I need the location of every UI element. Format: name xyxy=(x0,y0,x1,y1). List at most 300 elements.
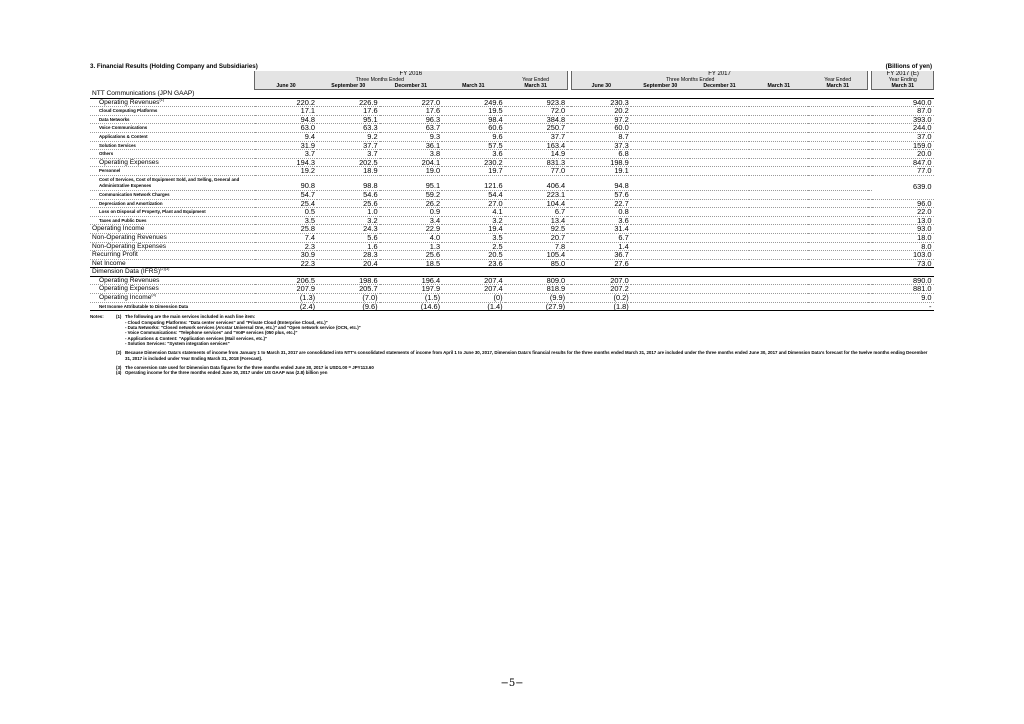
fy2017-cell xyxy=(631,208,690,217)
fy2016-cell: 57.5 xyxy=(442,141,505,150)
fy2016-cell: (1.3) xyxy=(255,294,318,303)
period-header: September 30 xyxy=(631,83,690,90)
fy2016-cell: 121.6 xyxy=(442,175,505,190)
fy2016-cell: 7.8 xyxy=(505,242,568,251)
row-label-text: Others xyxy=(99,151,114,157)
row-label xyxy=(90,285,255,294)
table-row xyxy=(90,107,934,116)
fy2017-cell xyxy=(690,175,749,190)
fy2017e-cell: 87.0 xyxy=(872,107,934,116)
fy2017-cell: 6.7 xyxy=(571,233,630,242)
fy2017-cell xyxy=(808,124,867,133)
fy2017-cell xyxy=(690,285,749,294)
table-row xyxy=(90,115,934,124)
fy2016-cell xyxy=(317,90,380,99)
table-row xyxy=(90,259,934,268)
fy2016-cell: 19.5 xyxy=(442,107,505,116)
fy2016-cell: 20.7 xyxy=(505,233,568,242)
fy2016-cell: 197.9 xyxy=(380,285,443,294)
fy2016-cell: 196.4 xyxy=(380,276,443,285)
fy2016-cell: 1.0 xyxy=(317,208,380,217)
fy2016-cell: (0) xyxy=(442,294,505,303)
fy2017-cell xyxy=(631,98,690,107)
fy2017-cell xyxy=(690,107,749,116)
fy2017-cell: 8.7 xyxy=(571,132,630,141)
period-header: December 31 xyxy=(690,83,749,90)
fy2017-cell xyxy=(631,276,690,285)
fy2016-cell: 9.4 xyxy=(255,132,318,141)
fy2017e-cell: 940.0 xyxy=(872,98,934,107)
fy2016-cell: 163.4 xyxy=(505,141,568,150)
row-label xyxy=(90,199,255,208)
fy2016-cell: 19.2 xyxy=(255,167,318,176)
period-header: March 31 xyxy=(442,83,505,90)
fy2016-cell: 85.0 xyxy=(505,259,568,268)
row-label-text: Non-Operating Revenues xyxy=(92,233,167,241)
fy2017-cell xyxy=(631,285,690,294)
table-row xyxy=(90,276,934,285)
fy2016-cell: 27.0 xyxy=(442,199,505,208)
fy2017-cell xyxy=(749,132,808,141)
fy2016-cell: 2.5 xyxy=(442,242,505,251)
fy2017e-cell: 73.0 xyxy=(872,259,934,268)
fy2016-cell: 198.6 xyxy=(317,276,380,285)
fy2017-cell xyxy=(631,242,690,251)
row-label xyxy=(90,225,255,234)
fy2016-cell: 92.5 xyxy=(505,225,568,234)
fy2017-cell xyxy=(631,302,690,311)
row-label-text: Operating Income xyxy=(92,225,145,233)
fy2016-cell: (27.9) xyxy=(505,302,568,311)
fy2017-cell xyxy=(631,268,690,277)
row-label-text: Operating Expenses xyxy=(99,285,159,293)
fy2017-cell xyxy=(808,150,867,159)
fy2016-cell: 22.9 xyxy=(380,225,443,234)
fy2017-cell: 0.8 xyxy=(571,208,630,217)
financial-table xyxy=(90,71,934,311)
fy2017-cell xyxy=(808,302,867,311)
fy2016-cell: 94.8 xyxy=(255,115,318,124)
fy2017-cell: (0.2) xyxy=(571,294,630,303)
fy2016-cell: 104.4 xyxy=(505,199,568,208)
fy2016-cell: 7.4 xyxy=(255,233,318,242)
fy2016-cell xyxy=(380,268,443,277)
row-label-text: Operating Revenues xyxy=(99,98,160,106)
table-row xyxy=(90,294,934,303)
row-label-text: NTT Communications (JPN GAAP) xyxy=(92,89,195,97)
fy2016-cell: 249.6 xyxy=(442,98,505,107)
unit-label: (Billions of yen) xyxy=(885,63,932,70)
fy2017-cell xyxy=(631,216,690,225)
page-number: −5− xyxy=(500,678,524,689)
fy2016-cell: 809.0 xyxy=(505,276,568,285)
fy2017e-cell xyxy=(872,90,934,99)
fy2017-cell xyxy=(749,115,808,124)
row-label-text: Communication Network Charges xyxy=(99,191,170,197)
fy2017-cell xyxy=(808,208,867,217)
fy2016-cell: 18.9 xyxy=(317,167,380,176)
fy2017-cell: 60.0 xyxy=(571,124,630,133)
period-header: March 31 xyxy=(505,83,568,90)
fy2016-cell: 19.4 xyxy=(442,225,505,234)
row-label-text: Depreciation and Amortization xyxy=(99,200,163,206)
table-row xyxy=(90,242,934,251)
table-row xyxy=(90,132,934,141)
row-label xyxy=(90,268,255,277)
fy2017-cell xyxy=(808,90,867,99)
fy2017-cell xyxy=(690,302,749,311)
fy2016-cell: 3.8 xyxy=(380,150,443,159)
fy2017e-cell: 20.0 xyxy=(872,150,934,159)
fy2017-cell xyxy=(690,294,749,303)
fy2017-cell xyxy=(631,115,690,124)
row-label xyxy=(90,233,255,242)
notes xyxy=(90,314,934,375)
fy2016-cell: 63.3 xyxy=(317,124,380,133)
fy2016-cell: 90.8 xyxy=(255,175,318,190)
table-row xyxy=(90,124,934,133)
fy2017-cell: 6.8 xyxy=(571,150,630,159)
note-bullet: - Applications & Content: "Application services (Mail services, etc.)" xyxy=(125,335,268,341)
fy2017-cell xyxy=(749,124,808,133)
fy2017-three-months-header: Three Months Ended xyxy=(571,77,808,83)
fy2016-cell: 204.1 xyxy=(380,158,443,167)
fy2016-cell: (1.5) xyxy=(380,294,443,303)
fy2017-cell xyxy=(631,259,690,268)
table-row xyxy=(90,302,934,311)
fy2017-cell xyxy=(690,259,749,268)
fy2016-cell: 105.4 xyxy=(505,251,568,260)
fy2016-cell: 3.7 xyxy=(255,150,318,159)
note-bullet: - Data Networks: "Closed network services (Arcstar Universal One, etc.)" and "Open network service (OCN, etc.)" xyxy=(125,325,361,331)
fy2017-cell xyxy=(749,225,808,234)
fy2016-cell: 59.2 xyxy=(380,190,443,199)
fy2017-cell xyxy=(631,251,690,260)
period-header: June 30 xyxy=(255,83,318,90)
fy2016-cell: 0.9 xyxy=(380,208,443,217)
fy2017-cell xyxy=(749,302,808,311)
fy2017-cell xyxy=(631,132,690,141)
row-label xyxy=(90,294,255,303)
note-text: Operating income for the three months ended June 30, 2017 under US GAAP was (2.8) billion yen xyxy=(125,369,328,375)
row-label-text: Operating Expenses xyxy=(99,158,159,166)
fy2016-cell: 1.6 xyxy=(317,242,380,251)
fy2016-cell: 25.6 xyxy=(380,251,443,260)
table-row xyxy=(90,208,934,217)
row-label-text: Net Income Attributable to Dimension Data xyxy=(99,303,189,309)
fy2016-cell: 17.6 xyxy=(317,107,380,116)
table-row xyxy=(90,158,934,167)
row-label xyxy=(90,107,255,116)
fy2017e-cell: 847.0 xyxy=(872,158,934,167)
fy2016-cell: 5.6 xyxy=(317,233,380,242)
fy2016-cell: 3.5 xyxy=(442,233,505,242)
row-label xyxy=(90,124,255,133)
fy2017-cell xyxy=(749,199,808,208)
fy2017-cell xyxy=(690,90,749,99)
fy2016-cell: 3.7 xyxy=(317,150,380,159)
note-number: (3) xyxy=(116,364,122,370)
row-label xyxy=(90,98,255,107)
fy2017-cell xyxy=(808,132,867,141)
fy2016-cell: 23.6 xyxy=(442,259,505,268)
fy2017e-cell: 639.0 xyxy=(872,175,934,199)
fy2016-cell: 818.9 xyxy=(505,285,568,294)
fy2017-cell xyxy=(631,141,690,150)
fy2017-cell xyxy=(749,167,808,176)
fy2017-cell xyxy=(808,190,867,199)
row-label-text: Loss on Disposal of Property, Plant and Equipment xyxy=(99,209,206,215)
fy2017-cell xyxy=(749,158,808,167)
fy2017-cell: 207.2 xyxy=(571,285,630,294)
period-header: March 31 xyxy=(872,83,934,90)
fy2016-cell: 13.4 xyxy=(505,216,568,225)
fy2017-cell xyxy=(631,150,690,159)
fy2017e-cell: 96.0 xyxy=(872,199,934,208)
fy2017-cell xyxy=(690,268,749,277)
row-label-text: Taxes and Public Dues xyxy=(99,217,147,223)
fy2017-cell xyxy=(690,199,749,208)
fy2017-cell xyxy=(749,285,808,294)
fy2016-cell: 20.4 xyxy=(317,259,380,268)
row-label xyxy=(90,190,255,199)
fy2017e-cell: 18.0 xyxy=(872,233,934,242)
fy2017-cell: 97.2 xyxy=(571,115,630,124)
fy2017-cell xyxy=(808,285,867,294)
fy2016-cell: 25.4 xyxy=(255,199,318,208)
fy2016-cell xyxy=(442,90,505,99)
fy2016-cell: 19.7 xyxy=(442,167,505,176)
table-row xyxy=(90,251,934,260)
sheet-header xyxy=(90,63,934,71)
fy2017-cell xyxy=(690,141,749,150)
row-label-text: Applications & Content xyxy=(99,133,148,139)
fy2017-cell xyxy=(690,190,749,199)
row-label-text: Data Networks xyxy=(99,116,130,122)
row-label xyxy=(90,132,255,141)
fy2016-cell: (14.6) xyxy=(380,302,443,311)
table-row xyxy=(90,225,934,234)
fy2017-cell xyxy=(749,259,808,268)
footnote-ref: (4) xyxy=(151,293,157,297)
note-text: The following are the main services included in each line item: xyxy=(125,314,256,320)
period-header: March 31 xyxy=(749,83,808,90)
table-row xyxy=(90,233,934,242)
fy2017-cell xyxy=(749,276,808,285)
table-row xyxy=(90,90,934,99)
fy2017-cell xyxy=(631,107,690,116)
fy2016-cell: 96.3 xyxy=(380,115,443,124)
fy2017-cell: 57.6 xyxy=(571,190,630,199)
table-body xyxy=(90,90,934,311)
fy2016-cell: 220.2 xyxy=(255,98,318,107)
fy2017-cell xyxy=(631,190,690,199)
row-label xyxy=(90,208,255,217)
fy2017-cell xyxy=(749,98,808,107)
table-row xyxy=(90,175,934,190)
fy2016-cell: 831.3 xyxy=(505,158,568,167)
fy2017-cell xyxy=(808,251,867,260)
fy2016-cell: 54.4 xyxy=(442,190,505,199)
note-bullet: - Voice Communications: "Telephone services" and "VoIP services (050 plus, etc.)" xyxy=(125,330,298,336)
fy2016-cell: 95.1 xyxy=(380,175,443,190)
fy2017-cell: 3.6 xyxy=(571,216,630,225)
row-label-text: Personnel xyxy=(99,168,121,174)
fy2017-cell: 19.1 xyxy=(571,167,630,176)
fy2016-cell: 3.2 xyxy=(317,216,380,225)
fy2016-cell: 1.3 xyxy=(380,242,443,251)
fy2017-cell xyxy=(690,115,749,124)
fy2016-cell: 36.1 xyxy=(380,141,443,150)
fy2016-cell: 54.7 xyxy=(255,190,318,199)
fy2017-cell: 207.0 xyxy=(571,276,630,285)
note-bullet: - Cloud Computing Platforms: "Data center services" and "Private Cloud (Enterprise Cloud, etc.)" xyxy=(125,319,328,325)
fy2016-cell xyxy=(255,90,318,99)
note-bullet: - Solution Services: "System integration services" xyxy=(125,341,230,347)
row-label-text: Dimension Data (IFRS) xyxy=(92,268,161,276)
fy2017-cell xyxy=(808,98,867,107)
fy2016-cell: 194.3 xyxy=(255,158,318,167)
fy2017-cell xyxy=(749,268,808,277)
fy2017e-cell: 890.0 xyxy=(872,276,934,285)
fy2016-cell: 3.6 xyxy=(442,150,505,159)
fy2017-cell: 22.7 xyxy=(571,199,630,208)
fy2017e-year-ending-header: Year Ending xyxy=(872,77,934,83)
fy2017-cell xyxy=(690,233,749,242)
fy2017e-cell: 93.0 xyxy=(872,225,934,234)
fy2016-cell: (2.4) xyxy=(255,302,318,311)
fy2017-cell xyxy=(808,242,867,251)
fy2016-cell: 205.7 xyxy=(317,285,380,294)
fy2016-cell: 250.7 xyxy=(505,124,568,133)
row-label xyxy=(90,242,255,251)
fy2017-cell xyxy=(690,225,749,234)
row-label xyxy=(90,167,255,176)
fy2016-cell: 54.6 xyxy=(317,190,380,199)
note-text: The conversion rate used for Dimension Data figures for the three months ended June 30, 2017 is USD1.00 = JPY113.60 xyxy=(125,364,374,370)
fy2016-cell: 63.0 xyxy=(255,124,318,133)
fy2017-cell xyxy=(631,233,690,242)
table-row xyxy=(90,268,934,277)
row-label xyxy=(90,276,255,285)
fy2017-cell xyxy=(749,233,808,242)
fy2017e-cell: 77.0 xyxy=(872,167,934,176)
fy2017-cell xyxy=(808,294,867,303)
row-label-text: Voice Communications xyxy=(99,125,148,131)
fy2017-cell xyxy=(690,132,749,141)
footnote-ref: (2)(3) xyxy=(160,267,170,272)
fy2016-header: FY 2016 xyxy=(255,71,568,77)
row-label xyxy=(90,141,255,150)
fy2017-cell xyxy=(690,150,749,159)
fy2017-cell xyxy=(631,175,690,190)
fy2017e-cell: 22.0 xyxy=(872,208,934,217)
row-label xyxy=(90,216,255,225)
fy2016-cell: 227.0 xyxy=(380,98,443,107)
row-label xyxy=(90,251,255,260)
table-row xyxy=(90,190,934,199)
fy2017-cell xyxy=(690,208,749,217)
fy2016-cell: 230.2 xyxy=(442,158,505,167)
fy2017-cell xyxy=(808,107,867,116)
notes-label: Notes: xyxy=(90,314,104,320)
fy2017-cell xyxy=(631,294,690,303)
note-number: (2) xyxy=(116,350,122,356)
fy2016-cell: 2.3 xyxy=(255,242,318,251)
fy2017-cell xyxy=(808,158,867,167)
fy2017-cell xyxy=(749,90,808,99)
fy2016-cell: 30.9 xyxy=(255,251,318,260)
row-label-text: Operating Revenues xyxy=(99,276,160,284)
table-row xyxy=(90,167,934,176)
row-label xyxy=(90,115,255,124)
fy2016-cell: 9.3 xyxy=(380,132,443,141)
fy2017-cell xyxy=(571,268,630,277)
fy2016-cell: 24.3 xyxy=(317,225,380,234)
fy2017-cell xyxy=(808,268,867,277)
row-label xyxy=(90,302,255,311)
fy2017-cell xyxy=(808,141,867,150)
fy2017-cell xyxy=(631,225,690,234)
fy2016-cell: 25.8 xyxy=(255,225,318,234)
fy2017-header: FY 2017 xyxy=(571,71,867,77)
fy2016-cell: 6.7 xyxy=(505,208,568,217)
fy2016-cell: 37.7 xyxy=(505,132,568,141)
note-number: (4) xyxy=(116,369,122,375)
fy2017-cell: 20.2 xyxy=(571,107,630,116)
fy2016-cell xyxy=(317,268,380,277)
fy2016-cell: 28.3 xyxy=(317,251,380,260)
fy2016-cell: 77.0 xyxy=(505,167,568,176)
fy2017-cell xyxy=(808,216,867,225)
fy2016-cell xyxy=(505,90,568,99)
fy2016-cell: 25.6 xyxy=(317,199,380,208)
fy2017e-header: FY 2017 (E) xyxy=(872,71,934,77)
fy2017-cell xyxy=(690,242,749,251)
fy2016-cell: 3.4 xyxy=(380,216,443,225)
fy2017-cell xyxy=(690,251,749,260)
fy2017e-cell: 159.0 xyxy=(872,141,934,150)
fy2017e-cell: 244.0 xyxy=(872,124,934,133)
fy2017-cell xyxy=(749,175,808,190)
fy2017e-cell xyxy=(872,268,934,277)
fy2017-cell xyxy=(749,208,808,217)
period-header: September 30 xyxy=(317,83,380,90)
fy2017-cell xyxy=(808,233,867,242)
fy2017-cell xyxy=(631,199,690,208)
fy2017-cell xyxy=(808,199,867,208)
fy2017-cell xyxy=(808,175,867,190)
fy2016-cell: 63.7 xyxy=(380,124,443,133)
table-row xyxy=(90,98,934,107)
fy2017-cell: (1.8) xyxy=(571,302,630,311)
fy2017-cell xyxy=(690,276,749,285)
fy2016-cell: 98.4 xyxy=(442,115,505,124)
fy2017-cell: 36.7 xyxy=(571,251,630,260)
period-header: June 30 xyxy=(571,83,630,90)
row-label-text: Cloud Computing Platforms xyxy=(99,108,158,114)
fy2016-cell: 4.0 xyxy=(380,233,443,242)
fy2017e-cell: 9.0 xyxy=(872,294,934,303)
table-row xyxy=(90,216,934,225)
fy2016-cell: (7.0) xyxy=(317,294,380,303)
fy2017-cell xyxy=(631,158,690,167)
fy2016-cell: 72.0 xyxy=(505,107,568,116)
row-label-text: Non-Operating Expenses xyxy=(92,242,167,250)
fy2017-cell xyxy=(808,167,867,176)
fy2017-cell xyxy=(749,150,808,159)
fy2017-cell xyxy=(808,115,867,124)
